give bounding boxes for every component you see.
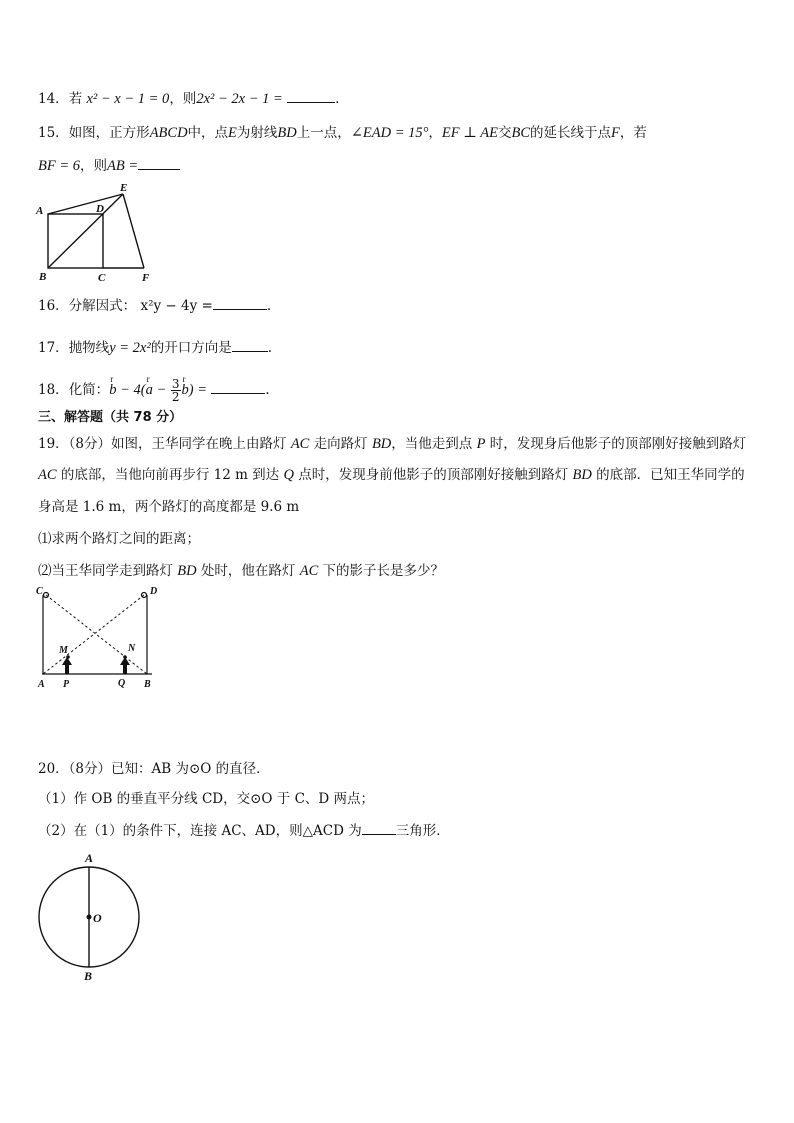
text: （2）在（1）的条件下，连接 AC、AD，则△ACD 为 <box>38 823 362 839</box>
vector-a: r a <box>146 376 153 404</box>
math: ∠EAD = 15° <box>350 125 429 141</box>
text: 时，发现身后他影子的顶部刚好接触到路灯 <box>485 436 747 452</box>
text: 上一点， <box>296 125 351 141</box>
text: 若 <box>68 91 83 107</box>
text: 走向路灯 <box>309 436 372 452</box>
label-n: N <box>128 643 136 654</box>
text: 的延长线于点 <box>530 125 612 141</box>
label-a: A <box>36 205 44 217</box>
math: Q <box>283 467 294 483</box>
math: BD <box>371 436 392 452</box>
text: 19．（8分）如图，王华同学在晚上由路灯 <box>38 436 291 452</box>
math: BD <box>572 467 592 483</box>
question-15-line-1 <box>38 124 647 142</box>
text: 分解因式： <box>68 298 137 314</box>
label-b: B <box>144 679 151 690</box>
math: BC <box>511 125 531 141</box>
math: AC <box>38 467 57 483</box>
equation: x² − x − 1 = 0 <box>86 91 170 107</box>
question-18 <box>38 376 270 404</box>
question-19-sub-1: ⑴求两个路灯之间的距离； <box>38 531 200 547</box>
text: . <box>267 340 272 356</box>
text: ，则 <box>80 158 107 174</box>
question-14 <box>38 89 339 108</box>
math: ) = <box>188 382 207 398</box>
question-19-line-3: 身高是 1.6 m，两个路灯的高度都是 9.6 m <box>38 499 300 515</box>
vector-b: r b <box>109 376 116 404</box>
text: ，当他走到点 <box>391 436 477 452</box>
text: . <box>265 382 270 398</box>
figure-street-lamps <box>34 583 164 691</box>
answer-blank[interactable] <box>287 89 335 103</box>
label-a: A <box>38 679 45 690</box>
label-o: O <box>93 911 102 925</box>
text: ⑵当王华同学走到路灯 <box>38 563 178 579</box>
text: ， <box>428 125 442 141</box>
question-19-line-2 <box>38 466 745 484</box>
label-b: B <box>39 271 47 283</box>
math: − 4( <box>116 382 146 398</box>
math: P <box>476 436 486 452</box>
numerator: 3 <box>171 377 180 391</box>
vector-b: r b <box>182 376 189 404</box>
text: 抛物线 <box>68 340 110 356</box>
answer-blank[interactable] <box>213 296 267 310</box>
question-17 <box>38 338 272 357</box>
math: AB = <box>107 158 139 174</box>
math: E <box>228 125 237 141</box>
label-b: B <box>84 969 93 983</box>
label-d: D <box>96 203 104 215</box>
question-20-sub-1: （1）作 OB 的垂直平分线 CD，交⊙O 于 C、D 两点； <box>38 791 375 807</box>
math: BD <box>277 125 297 141</box>
question-16 <box>38 296 271 315</box>
question-number: 15． <box>38 125 69 141</box>
question-19-line-1 <box>38 435 746 453</box>
text: 化简： <box>68 382 110 398</box>
answer-blank[interactable] <box>362 821 396 835</box>
question-number: 17． <box>38 340 69 356</box>
math: x²y − 4y = <box>140 298 213 314</box>
question-20-line-1: 20．（8分）已知：AB 为⊙O 的直径． <box>38 761 270 777</box>
text: 点时，发现身前他影子的顶部刚好接触到路灯 <box>293 467 573 483</box>
math: AC <box>290 436 310 452</box>
label-q: Q <box>118 678 126 689</box>
text: 为射线 <box>236 125 278 141</box>
figure-square-abcd <box>34 180 164 286</box>
math: BD <box>177 563 197 579</box>
text: ，则 <box>169 91 197 107</box>
text: 如图，正方形 <box>68 125 150 141</box>
question-number: 18． <box>38 382 69 398</box>
math: F <box>611 125 620 141</box>
figure-circle-o <box>30 850 150 985</box>
label-e: E <box>120 182 128 194</box>
text: 下的影子长是多少？ <box>318 563 445 579</box>
text: ，若 <box>619 125 647 141</box>
text: 中，点 <box>187 125 229 141</box>
math: − <box>152 382 170 398</box>
label-f: F <box>142 272 150 284</box>
question-number: 14． <box>38 91 69 107</box>
question-19-sub-2 <box>38 562 444 580</box>
label-c: C <box>98 272 106 284</box>
math: ABCD <box>149 125 188 141</box>
math: y = 2x² <box>109 340 151 356</box>
answer-blank[interactable] <box>232 338 268 352</box>
question-15-line-2 <box>38 156 180 175</box>
text: 的底部，当他向前再步行 12 m 到达 <box>56 467 284 483</box>
denominator: 2 <box>171 390 180 404</box>
text: 的底部．已知王华同学的 <box>591 467 745 483</box>
text: 处时，他在路灯 <box>196 563 300 579</box>
text: 三角形． <box>395 823 450 839</box>
text: 交 <box>497 125 512 141</box>
answer-blank[interactable] <box>211 380 265 394</box>
fraction <box>171 378 181 403</box>
label-p: P <box>63 679 70 690</box>
text: 的开口方向是 <box>150 340 232 356</box>
equation: 2x² − 2x − 1 = <box>196 91 283 107</box>
label-c: C <box>36 586 43 597</box>
math: EF ⊥ AE <box>441 125 498 141</box>
label-d: D <box>150 586 158 597</box>
label-a: A <box>85 851 94 865</box>
math: AC <box>299 563 319 579</box>
question-20-sub-2 <box>38 821 450 840</box>
math: BF = 6 <box>38 158 80 174</box>
text: . <box>266 298 272 314</box>
label-m: M <box>59 645 68 656</box>
answer-blank[interactable] <box>138 156 180 170</box>
text: . <box>335 91 340 107</box>
section-heading: 三、解答题（共 78 分） <box>38 410 183 425</box>
question-number: 16． <box>38 298 69 314</box>
